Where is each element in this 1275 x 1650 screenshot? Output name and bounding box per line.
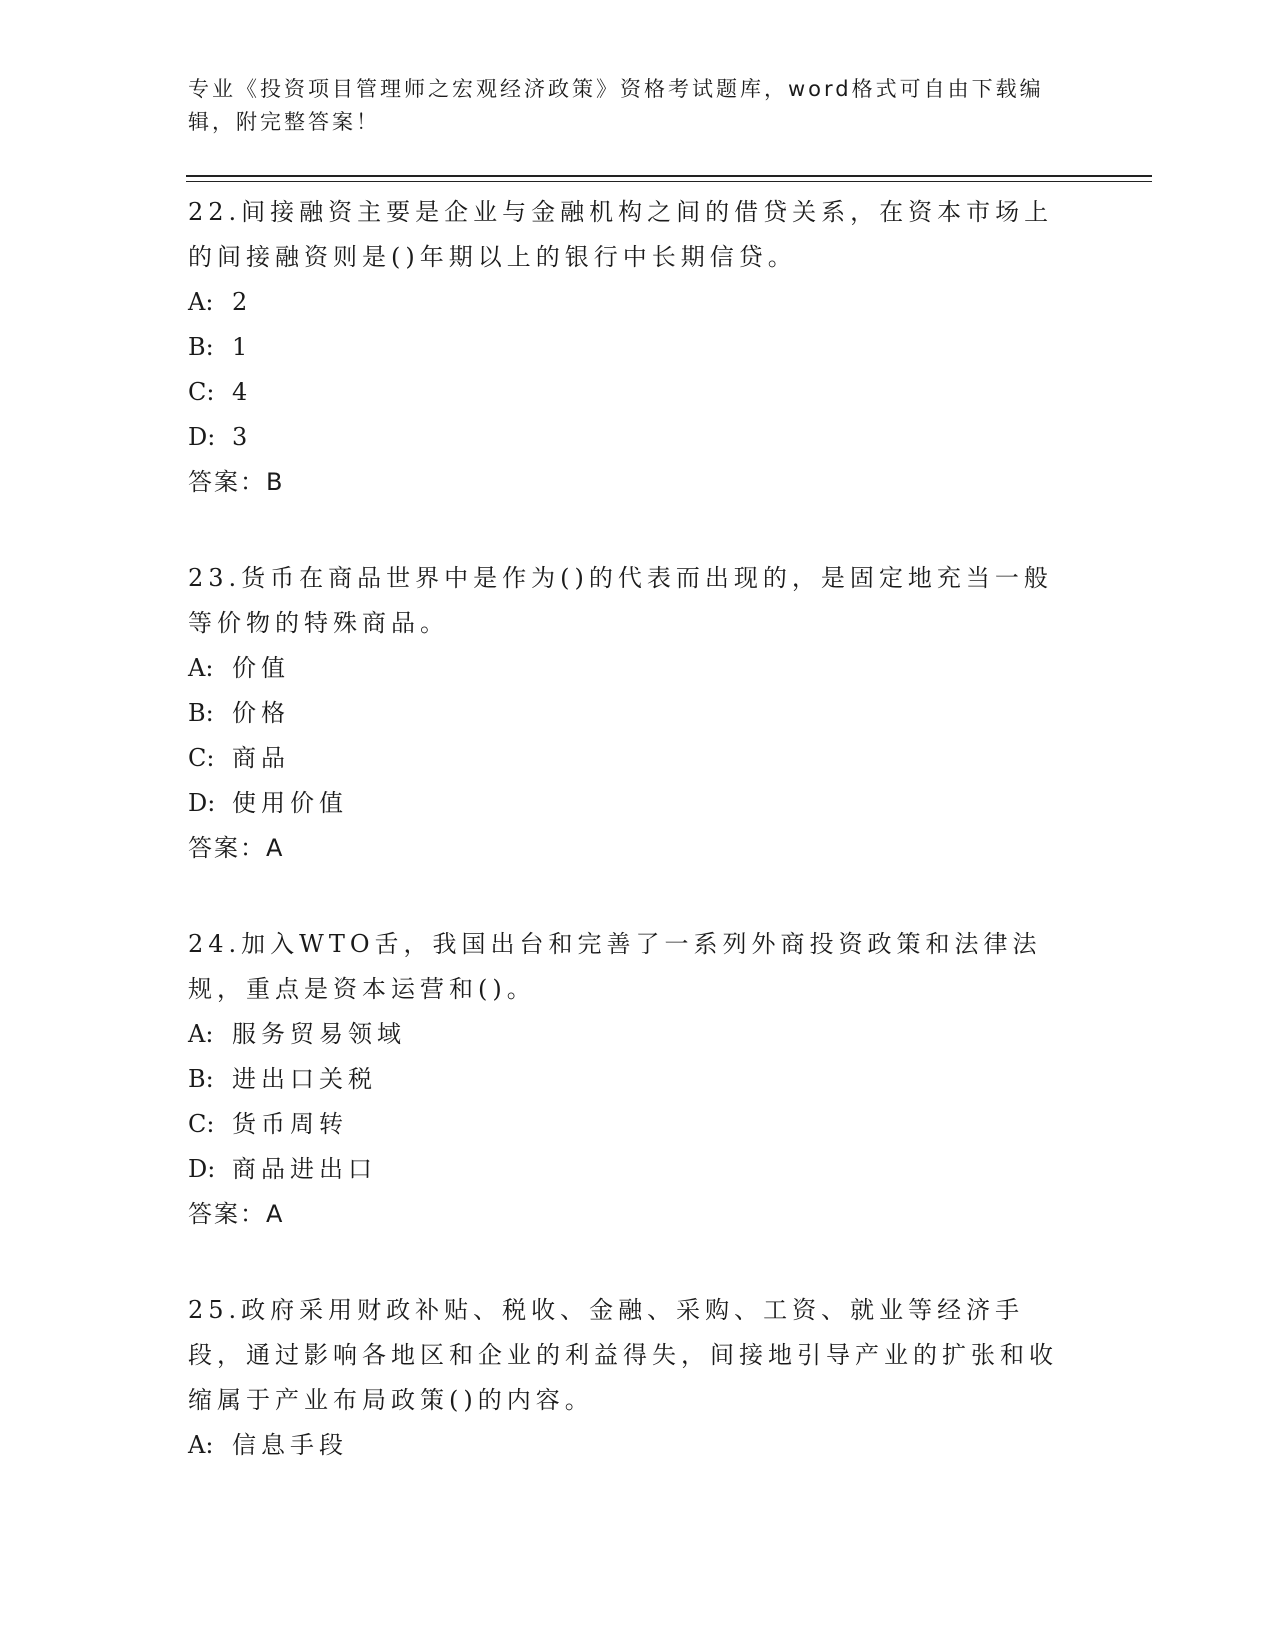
- option-c: [188, 1102, 1068, 1147]
- option-key: C:: [188, 1110, 215, 1138]
- option-a: [188, 280, 1068, 325]
- option-key: C:: [188, 744, 215, 772]
- answer-value: B: [266, 468, 285, 496]
- option-text: 商品进出口: [232, 1155, 377, 1183]
- option-key: A:: [188, 1020, 214, 1048]
- header-rule-thick: [186, 175, 1152, 177]
- option-text: 使用价值: [232, 789, 348, 817]
- option-c: [188, 736, 1068, 781]
- option-a: [188, 1423, 1068, 1468]
- option-text: 信息手段: [232, 1431, 348, 1459]
- option-key: C:: [188, 378, 215, 406]
- question-stem: 22.间接融资主要是企业与金融机构之间的借贷关系，在资本市场上的间接融资则是()年期以上的银行中长期信贷。: [188, 198, 1054, 271]
- answer-line: [188, 1192, 1068, 1237]
- option-text: 服务贸易领域: [232, 1020, 406, 1048]
- question-stem: 24.加入WTO舌，我国出台和完善了一系列外商投资政策和法律法规，重点是资本运营和()。: [188, 930, 1042, 1003]
- option-b: [188, 325, 1068, 370]
- option-a: [188, 1012, 1068, 1057]
- question-list: [188, 190, 1068, 1519]
- option-text: 3: [232, 423, 253, 451]
- option-key: D:: [188, 1155, 216, 1183]
- answer-label: 答案：: [188, 468, 266, 496]
- option-text: 货币周转: [232, 1110, 348, 1138]
- option-key: B:: [188, 1065, 214, 1093]
- document-header: 专业《投资项目管理师之宏观经济政策》资格考试题库，word格式可自由下载编辑，附完整答案！: [188, 77, 1044, 134]
- option-key: A:: [188, 654, 214, 682]
- answer-label: 答案：: [188, 834, 266, 862]
- option-key: A:: [188, 288, 214, 316]
- question-23: [188, 556, 1068, 871]
- option-text: 1: [232, 333, 253, 361]
- answer-line: [188, 826, 1068, 871]
- option-text: 商品: [232, 744, 290, 772]
- option-key: D:: [188, 423, 216, 451]
- answer-value: A: [266, 1200, 285, 1228]
- option-key: A:: [188, 1431, 214, 1459]
- option-key: D:: [188, 789, 216, 817]
- question-stem: 23.货币在商品世界中是作为()的代表而出现的，是固定地充当一般等价物的特殊商品。: [188, 564, 1053, 637]
- option-text: 4: [232, 378, 253, 406]
- option-d: [188, 1147, 1068, 1192]
- option-text: 2: [232, 288, 253, 316]
- option-d: [188, 415, 1068, 460]
- option-text: 进出口关税: [232, 1065, 377, 1093]
- answer-line: [188, 460, 1068, 505]
- answer-value: A: [266, 834, 285, 862]
- option-key: B:: [188, 699, 214, 727]
- question-stem: 25.政府采用财政补贴、税收、金融、采购、工资、就业等经济手段，通过影响各地区和企业的利益得失，间接地引导产业的扩张和收缩属于产业布局政策()的内容。: [188, 1296, 1058, 1414]
- question-24: [188, 922, 1068, 1237]
- option-key: B:: [188, 333, 214, 361]
- option-text: 价格: [232, 699, 290, 727]
- option-b: [188, 1057, 1068, 1102]
- option-text: 价值: [232, 654, 290, 682]
- option-d: [188, 781, 1068, 826]
- option-a: [188, 646, 1068, 691]
- option-b: [188, 691, 1068, 736]
- header-rule-thin: [186, 181, 1152, 182]
- option-c: [188, 370, 1068, 415]
- question-22: [188, 190, 1068, 505]
- question-25: [188, 1288, 1068, 1468]
- answer-label: 答案：: [188, 1200, 266, 1228]
